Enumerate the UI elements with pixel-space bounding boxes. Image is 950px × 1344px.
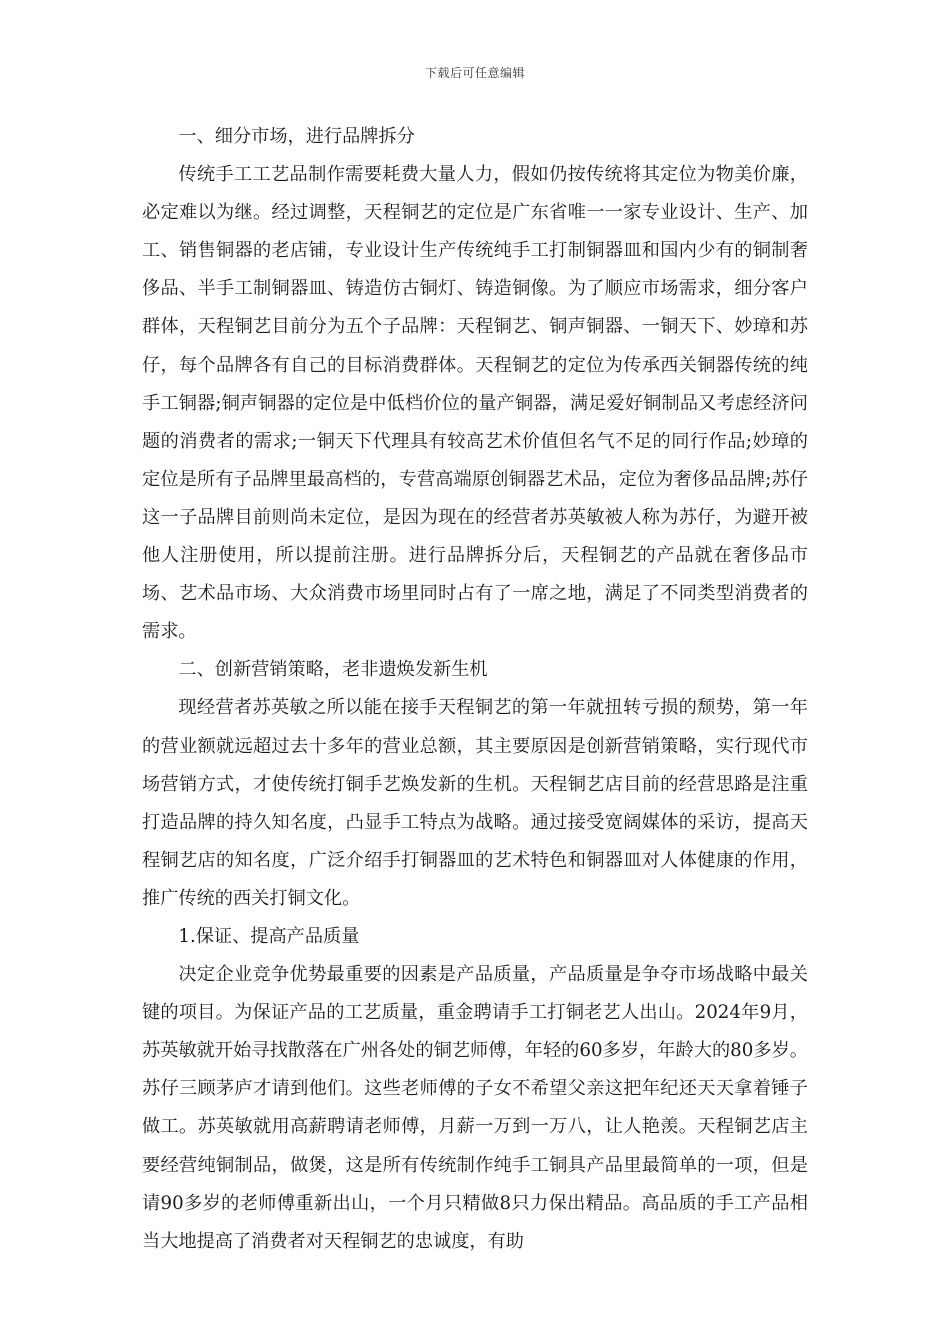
subsection-heading-1: 1.保证、提高产品质量	[178, 925, 360, 947]
page-header: 下载后可任意编辑	[424, 66, 525, 80]
section-heading-1: 一、细分市场，进行品牌拆分	[178, 126, 415, 147]
section-heading-2: 二、创新营销策略，老非遗焕发新生机	[178, 659, 488, 681]
paragraph-marketing: 现经营者苏英敏之所以能在接手天程铜艺的第一年就扭转亏损的颓势，第一年的营业额就远超过去十多年的营业总额，其主要原因是创新营销策略，实行现代市场营销方式，才使传统打铜手艺焕发新的生机。天程铜艺店目前的经营思路是注重打造品牌的持久知名度，凸显手工特点为战略。通过接受宽阔媒体的采访，提高天程铜艺店的知名度，广泛介绍手打铜器皿的艺术特色和铜器皿对人体健康的作用，推广传统的西关打铜文化。	[142, 697, 808, 909]
paragraph-brand-split: 传统手工工艺品制作需要耗费大量人力，假如仍按传统将其定位为物美价廉，必定难以为继。经过调整，天程铜艺的定位是广东省唯一一家专业设计、生产、加工、销售铜器的老店铺，专业设计生产传统纯手工打制铜器皿和国内少有的铜制奢侈品、半手工制铜器皿、铸造仿古铜灯、铸造铜像。为了顺应市场需求，细分客户群体，天程铜艺目前分为五个子品牌：天程铜艺、铜声铜器、一铜天下、妙璋和苏仔，每个品牌各有自己的目标消费群体。天程铜艺的定位为传承西关铜器传统的纯手工铜器;铜声铜器的定位是中低档价位的量产铜器，满足爱好铜制品又考虑经济问题的消费者的需求;一铜天下代理具有较高艺术价值但名气不足的同行作品;妙璋的定位是所有子品牌里最高档的，专营高端原创铜器艺术品，定位为奢侈品品牌;苏仔这一子品牌目前则尚未定位，是因为现在的经营者苏英敏被人称为苏仔，为避开被他人注册使用，所以提前注册。进行品牌拆分后，天程铜艺的产品就在奢侈品市场、艺术品市场、大众消费市场里同时占有了一席之地，满足了不同类型消费者的需求。	[142, 164, 808, 643]
paragraph-quality: 决定企业竞争优势最重要的因素是产品质量，产品质量是争夺市场战略中最关键的项目。为保证产品的工艺质量，重金聘请手工打铜老艺人出山。2024年9月，苏英敏就开始寻找散落在广州各处的铜艺师傅，年轻的60多岁，年龄大的80多岁。苏仔三顾茅庐才请到他们。这些老师傅的子女不希望父亲这把年纪还天天拿着锤子做工。苏英敏就用高薪聘请老师傅，月薪一万到一万八，让人艳羡。天程铜艺店主要经营纯铜制品，做煲，这是所有传统制作纯手工铜具产品里最简单的一项，但是请90多岁的老师傅重新出山，一个月只精做8只力保出精品。高品质的手工产品相当大地提高了消费者对天程铜艺的忠诚度，有助	[142, 964, 808, 1252]
document-body	[142, 118, 808, 1261]
